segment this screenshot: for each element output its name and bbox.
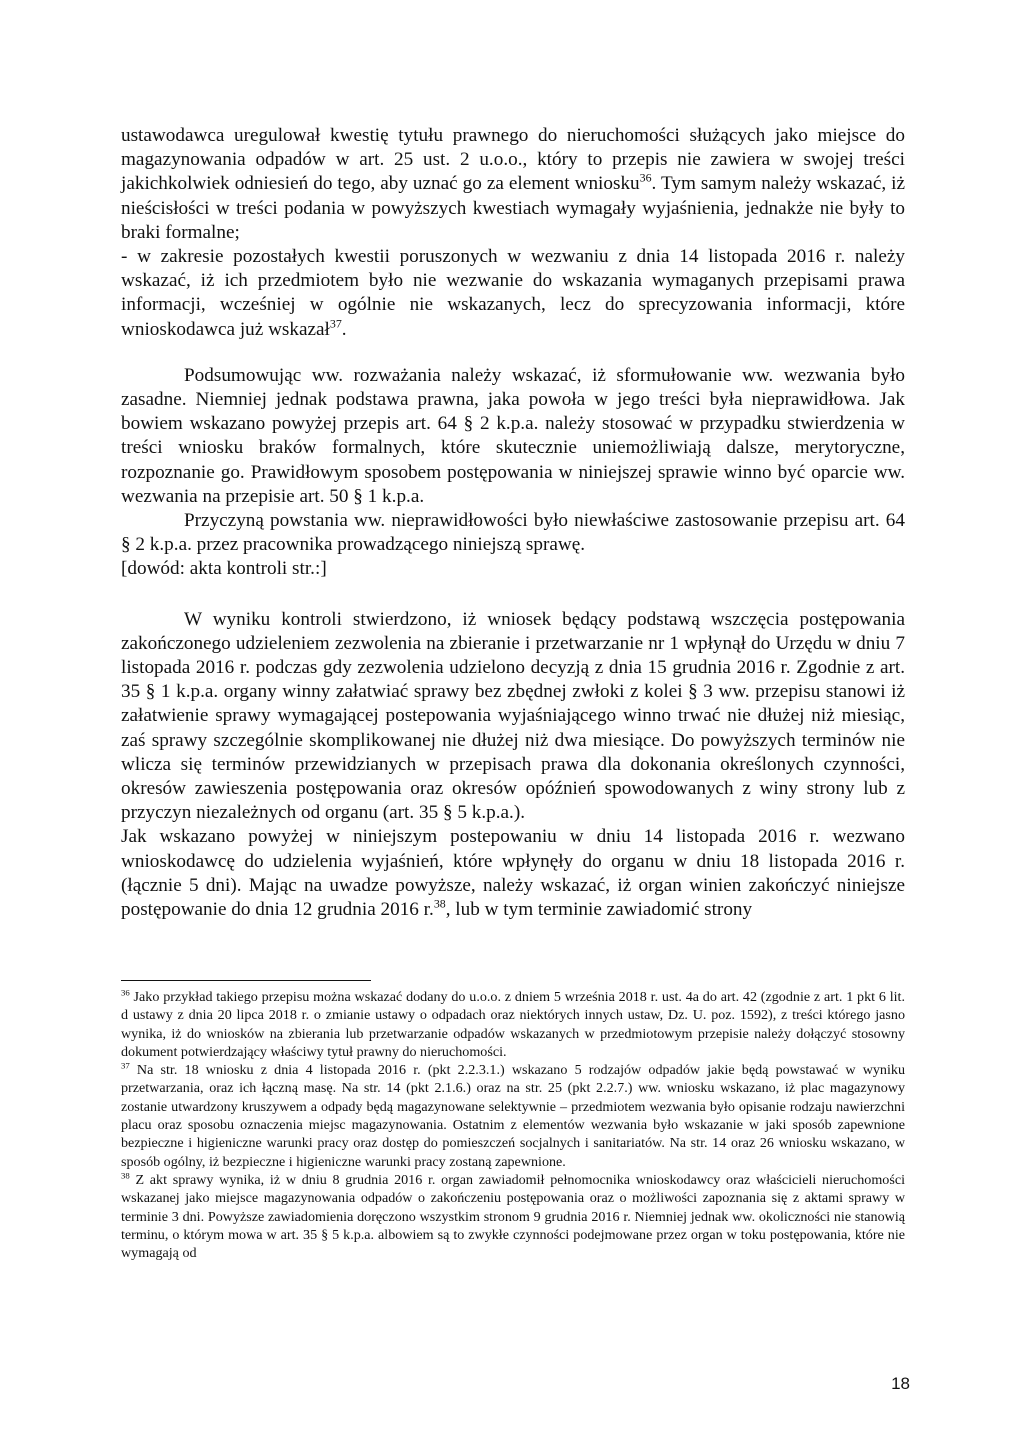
footnote-number: 38	[121, 1170, 130, 1181]
footnotes	[121, 988, 905, 1262]
footnote-number: 36	[121, 987, 130, 998]
footnote-38: $^{38}$ Z akt sprawy wynika, iż w dniu 8 grudnia 2016 r. organ zawiadomił pełnomocnika wnioskodawcy oraz właścicieli nieruchomości wskazanej jako miejsce magazynowania odpadów o zakończeniu postępowania oraz o możliwości zapoznania się z aktami sprawy w terminie 3 dni. Powyższe zawiadomienia doręczono wszystkim stronom 9 grudnia 2016 r. Niemniej jednak ww. okoliczności nie stanowią terminu, o którym mowa w art. 35 § 5 k.p.a. albowiem są to zwykłe czynności podejmowane przez organ w toku postępowania, które nie wymagają od	[121, 1170, 905, 1262]
footnote-36: $^{36}$ Jako przykład takiego przepisu można wskazać dodany do u.o.o. z dniem 5 września 2018 r. ust. 4a do art. 42 (zgodnie z art. 1 pkt 6 lit. d ustawy z dnia 20 lipca 2018 r. o zmianie ustawy o odpadach oraz niektórych innych ustaw, Dz. U. poz. 1592), z treści którego jasno wynika, iż do wniosków na zbierania lub przetwarzanie odpadów wskazanych w przedmiotowym przepisie należy dołączyć stosowny dokument potwierdzający właściwy tytuł prawny do nieruchomości.	[121, 987, 905, 1060]
paragraph-remaining-issues: - w zakresie pozostałych kwestii poruszonych w wezwaniu z dnia 14 listopada 2016 r. należy wskazać, iż ich przedmiotem było nie wezwanie do wskazania wymaganych przepisami prawa informacji, wcześniej w ogólnie nie wskazanych, lecz do sprecyzowania informacji, które wnioskodawca już wskazał$^{37}$.	[121, 246, 905, 340]
paragraph-summary: Podsumowując ww. rozważania należy wskazać, iż sformułowanie ww. wezwania było zasadne. Niemniej jednak podstawa prawna, jaka powoła w jego treści była nieprawidłowa. Jak bowiem wskazano powyżej przepis art. 64 § 2 k.p.a. należy stosować w przypadku stwierdzenia w treści wniosku braków formalnych, które skutecznie uniemożliwiają dalsze, merytoryczne, rozpoznanie go. Prawidłowym sposobem postępowania w niniejszej sprawie winno być oparcie ww. wezwania na przepisie art. 50 § 1 k.p.a.	[121, 364, 905, 507]
paragraph-cause: Przyczyną powstania ww. nieprawidłowości było niewłaściwe zastosowanie przepisu art. 64 § 2 k.p.a. przez pracownika prowadzącego niniejszą sprawę.	[121, 510, 905, 556]
page-number: 18	[891, 1374, 910, 1393]
paragraph-continuation: ustawodawca uregulował kwestię tytułu prawnego do nieruchomości służących jako miejsce do magazynowania odpadów w art. 25 ust. 2 u.o.o., który to przepis nie zawiera w swojej treści jakichkolwiek odniesień do tego, aby uznać go za element wniosku$^{36}$. Tym samym należy wskazać, iż nieścisłości w treści podania w powyższych kwestiach wymagały wyjaśnienia, jednakże nie były to braki formalne;	[121, 125, 905, 243]
footnote-separator	[121, 980, 371, 981]
footnote-ref[interactable]: 36	[639, 171, 652, 186]
paragraph-deadline: Jak wskazano powyżej w niniejszym postepowaniu w dniu 14 listopada 2016 r. wezwano wnioskodawcę do udzielenia wyjaśnień, które wpłynęły do organu w dniu 18 listopada 2016 r. (łącznie 5 dni). Mając na uwadze powyższe, należy wskazać, iż organ winien zakończyć niniejsze postępowanie do dnia 12 grudnia 2016 r.$^{38}$, lub w tym terminie zawiadomić strony	[121, 826, 905, 921]
footnote-number: 37	[121, 1060, 130, 1071]
footnote-ref[interactable]: 38	[433, 896, 446, 911]
paragraph-findings: W wyniku kontroli stwierdzono, iż wniosek będący podstawą wszczęcia postępowania zakończonego udzieleniem zezwolenia na zbieranie i przetwarzanie nr 1 wpłynął do Urzędu w dniu 7 listopada 2016 r. podczas gdy zezwolenia udzielono decyzją z dnia 15 grudnia 2016 r. Zgodnie z art. 35 § 1 k.p.a. organy winny załatwiać sprawy bez zbędnej zwłoki z kolei § 3 ww. przepisu stanowi iż załatwienie sprawy wymagającej postepowania wyjaśniającego winno trwać nie dłużej niż miesiąc, zaś sprawy szczególnie skomplikowanej nie dłużej niż dwa miesiące. Do powyższych terminów nie wlicza się terminów przewidzianych w przepisach prawa dla dokonania określonych czynności, okresów zawieszenia postępowania oraz okresów opóźnień spowodowanych z winy strony lub z przyczyn niezależnych od organu (art. 35 § 5 k.p.a.).	[121, 608, 905, 824]
body-text	[121, 124, 905, 922]
evidence-note: [dowód: akta kontroli str.:]	[121, 558, 327, 580]
footnote-37: $^{37}$ Na str. 18 wniosku z dnia 4 listopada 2016 r. (pkt 2.2.3.1.) wskazano 5 rodzajów odpadów jakie będą powstawać w wyniku przetwarzania, oraz ich łączną masę. Na str. 14 (pkt 2.1.6.) oraz na str. 25 (pkt 2.2.7.) ww. wniosku wskazano, iż plac magazynowy zostanie utwardzony kruszywem a odpady będą magazynowane selektywnie – przedmiotem wezwania było opisanie rodzaju nawierzchni placu oraz sposobu oznaczenia miejsc magazynowania. Ostatnim z elementów wezwania było wskazanie w jaki sposób zapewnione bezpieczne i higieniczne warunki pracy oraz dostęp do pomieszczeń socjalnych i sanitariatów. Na str. 14 oraz 26 wniosku wskazano, w sposób ogólny, iż bezpieczne i higieniczne warunki pracy zostaną zapewnione.	[121, 1060, 905, 1170]
footnote-ref[interactable]: 37	[329, 316, 342, 331]
